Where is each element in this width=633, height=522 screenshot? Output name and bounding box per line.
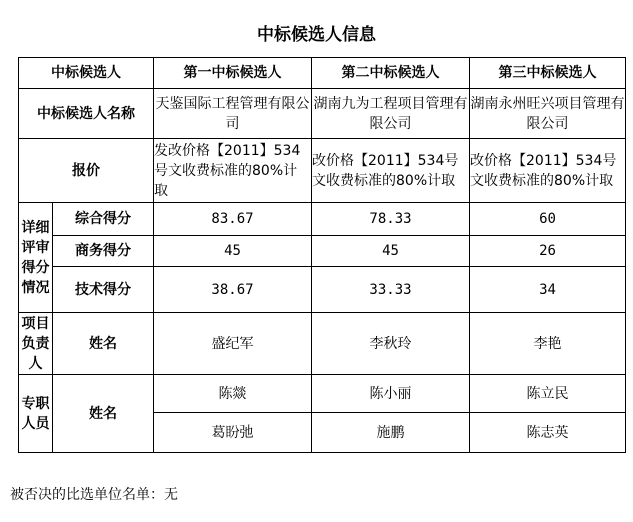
candidate-info-table [18, 57, 626, 453]
candidate-1-technical-score: 38.67 [154, 267, 312, 313]
manager-group-label: 项目负责人 [19, 313, 53, 375]
candidate-2-staff-2: 施鹏 [312, 413, 470, 453]
candidate-2-business-score: 45 [312, 236, 470, 267]
candidate-3-price: 改价格【2011】534号文收费标准的80%计取 [470, 139, 626, 203]
score-group-label: 详细评审得分情况 [19, 203, 53, 313]
price-row-label: 报价 [19, 139, 154, 203]
candidate-3-staff-1: 陈立民 [470, 375, 626, 413]
score-row-technical [19, 267, 626, 313]
score-row-business [19, 236, 626, 267]
header-candidate-3: 第三中标候选人 [470, 58, 626, 89]
candidate-2-staff-1: 陈小丽 [312, 375, 470, 413]
name-row-label: 中标候选人名称 [19, 89, 154, 139]
page-title: 中标候选人信息 [257, 25, 376, 45]
name-row [19, 89, 626, 139]
candidate-3-total-score: 60 [470, 203, 626, 236]
candidate-1-manager: 盛纪军 [154, 313, 312, 375]
candidate-2-manager: 李秋玲 [312, 313, 470, 375]
staff-group-label: 专职人员 [19, 375, 53, 453]
manager-name-label: 姓名 [53, 313, 154, 375]
score-business-label: 商务得分 [53, 236, 154, 267]
candidate-2-total-score: 78.33 [312, 203, 470, 236]
score-technical-label: 技术得分 [53, 267, 154, 313]
candidate-3-name: 湖南永州旺兴项目管理有限公司 [470, 89, 626, 139]
header-row [19, 58, 626, 89]
manager-row [19, 313, 626, 375]
candidate-3-technical-score: 34 [470, 267, 626, 313]
score-row-total [19, 203, 626, 236]
candidate-2-price: 改价格【2011】534号文收费标准的80%计取 [312, 139, 470, 203]
candidate-3-business-score: 26 [470, 236, 626, 267]
candidate-1-price: 发改价格【2011】534号文收费标准的80%计取 [154, 139, 312, 203]
header-row-label: 中标候选人 [19, 58, 154, 89]
price-row [19, 139, 626, 203]
rejected-bidders-note: 被否决的比选单位名单：无 [10, 487, 178, 503]
candidate-1-total-score: 83.67 [154, 203, 312, 236]
candidate-1-name: 天鉴国际工程管理有限公司 [154, 89, 312, 139]
score-total-label: 综合得分 [53, 203, 154, 236]
header-candidate-1: 第一中标候选人 [154, 58, 312, 89]
candidate-3-staff-2: 陈志英 [470, 413, 626, 453]
candidate-1-business-score: 45 [154, 236, 312, 267]
header-candidate-2: 第二中标候选人 [312, 58, 470, 89]
candidate-1-staff-1: 陈燚 [154, 375, 312, 413]
candidate-2-name: 湖南九为工程项目管理有限公司 [312, 89, 470, 139]
staff-row-1 [19, 375, 626, 413]
staff-name-label: 姓名 [53, 375, 154, 453]
candidate-2-technical-score: 33.33 [312, 267, 470, 313]
candidate-1-staff-2: 葛盼弛 [154, 413, 312, 453]
candidate-3-manager: 李艳 [470, 313, 626, 375]
